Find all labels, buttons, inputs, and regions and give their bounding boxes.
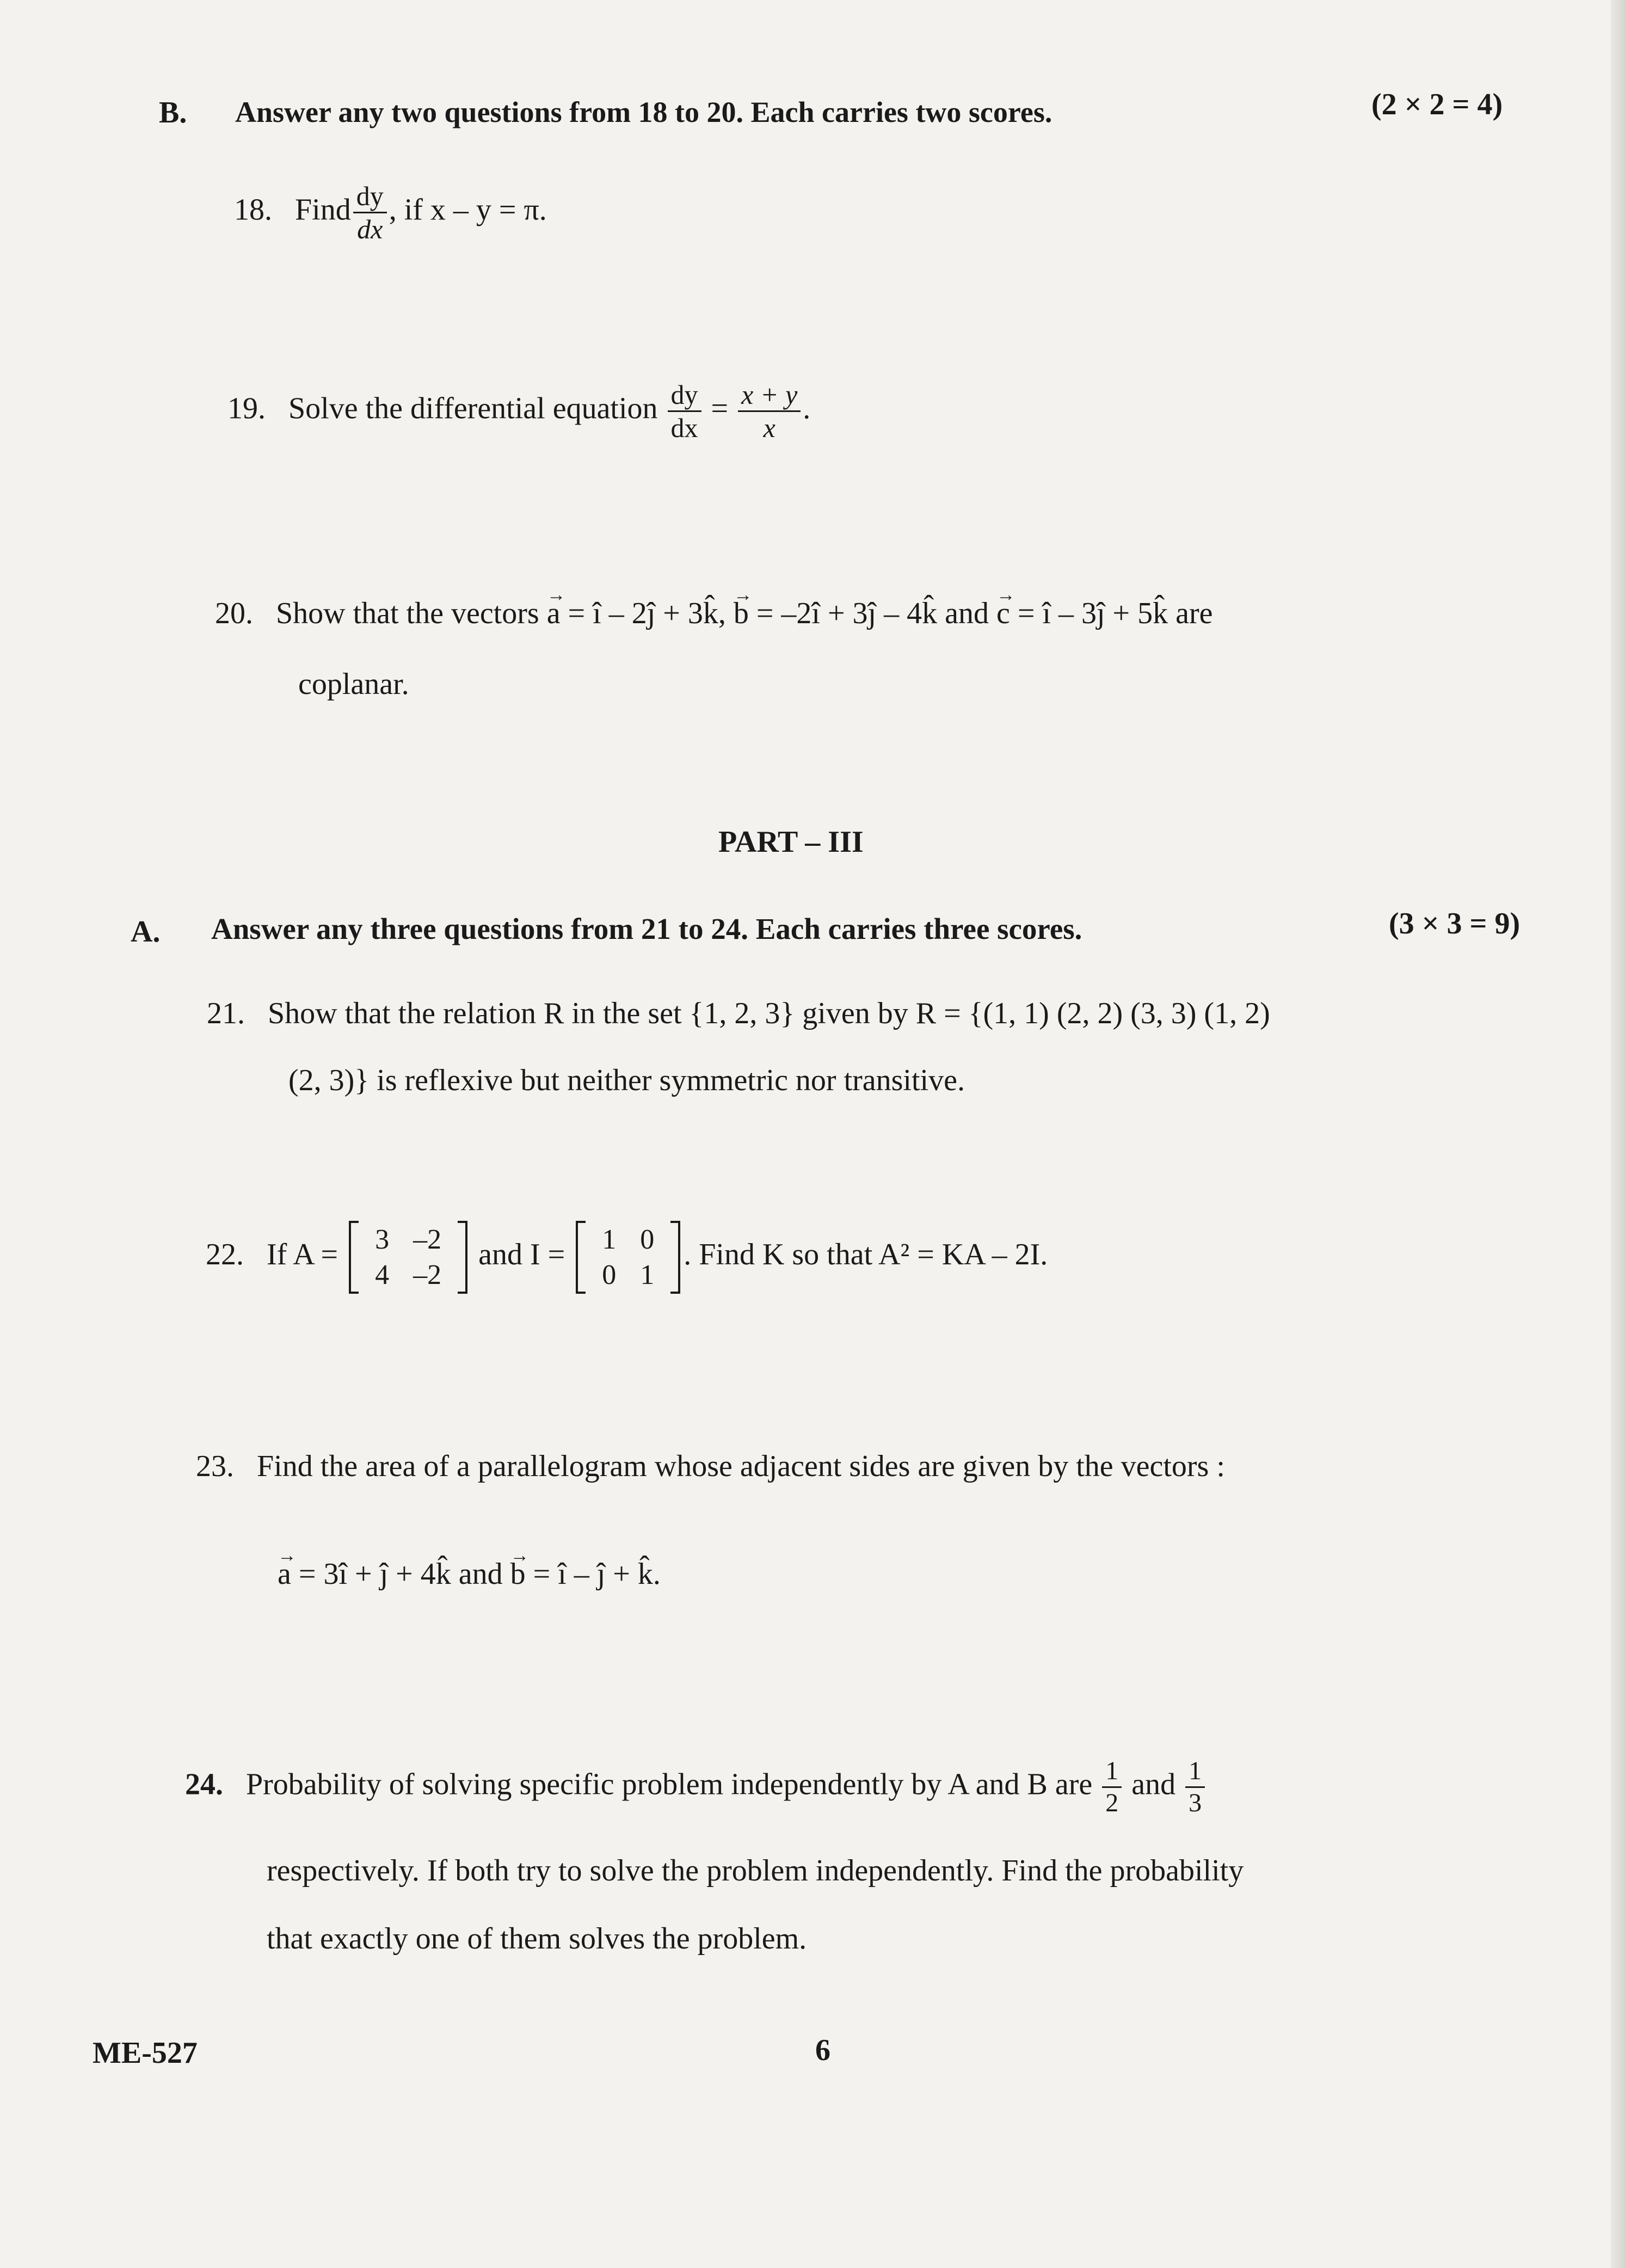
vector-b-expr: = –2î + 3ĵ – 4k̂: [756, 597, 938, 630]
question-24-line2: respectively. If both try to solve the problem independently. Find the probability: [267, 1854, 1244, 1888]
lhs-fraction: $\frac{dy}{dx}$: [668, 381, 701, 441]
and-i-label: and I =: [478, 1238, 565, 1272]
question-18: [234, 182, 547, 243]
vector-a-label: → a: [547, 596, 561, 631]
page-number: 6: [815, 2033, 830, 2067]
vector-b-expr: = î – ĵ + k̂.: [533, 1557, 661, 1591]
question-line1: Find the area of a parallelogram whose adjacent sides are given by the vectors :: [257, 1449, 1225, 1483]
section-b-instruction: Answer any two questions from 18 to 20. Each carries two scores.: [235, 96, 1052, 128]
question-number: 20.: [215, 597, 253, 630]
question-23: [196, 1449, 1225, 1484]
question-21: [207, 996, 1270, 1031]
section-b-score: (2 × 2 = 4): [1371, 88, 1503, 121]
question-text: Show that the vectors: [276, 597, 539, 630]
question-rest: . Find K so that A² = KA – 2I.: [684, 1238, 1048, 1272]
find-label: Find: [295, 193, 351, 227]
fraction-one-half: $\frac{1}{2}$: [1102, 1758, 1122, 1816]
vector-b-label: → b: [510, 1557, 526, 1591]
matrix-a: 3 –2 4 –2: [349, 1222, 467, 1293]
and-text: and: [1131, 1767, 1176, 1802]
fraction-one-third: $\frac{1}{3}$: [1185, 1758, 1205, 1816]
section-a-score: (3 × 3 = 9): [1389, 907, 1521, 941]
paper-code: ME-527: [93, 2036, 198, 2070]
vector-a-expr: = î – 2ĵ + 3k̂,: [568, 597, 726, 630]
question-text: Solve the differential equation: [288, 391, 658, 426]
question-22: [206, 1222, 1048, 1293]
question-number: 19.: [227, 391, 266, 426]
and-text: and: [945, 597, 989, 630]
question-number: 21.: [207, 997, 245, 1030]
rhs-fraction: $\frac{x + y}{x}$: [738, 381, 801, 441]
period: .: [803, 391, 811, 426]
vector-c-expr: = î – 3ĵ + 5k̂: [1017, 597, 1168, 630]
page-edge-shadow: [1611, 0, 1625, 2268]
if-a-label: If A =: [267, 1238, 338, 1272]
question-24: [185, 1758, 1207, 1816]
section-a-instruction: Answer any three questions from 21 to 24. Each carries three scores.: [211, 912, 1082, 945]
question-number: 22.: [206, 1238, 244, 1272]
question-20: [215, 596, 1212, 631]
question-19: [227, 381, 810, 441]
and-text: and: [458, 1557, 503, 1591]
vector-a-label: → a: [278, 1557, 291, 1591]
equals-sign: =: [711, 391, 729, 426]
question-number: 18.: [234, 193, 272, 227]
section-a-letter: A.: [131, 915, 161, 949]
question-number: 24.: [185, 1767, 223, 1802]
question-line1: Probability of solving specific problem independently by A and B are: [246, 1767, 1093, 1802]
vector-c-label: → c: [996, 596, 1010, 631]
question-number: 23.: [196, 1449, 234, 1483]
section-b-letter: B.: [159, 96, 187, 130]
condition-text: , if x – y = π.: [389, 193, 547, 227]
dy-dx-fraction: $\frac{dy}{dx}$: [353, 182, 387, 243]
vector-a-expr: = 3î + ĵ + 4k̂: [298, 1557, 451, 1591]
vector-b-label: → b: [734, 596, 749, 631]
question-21-line2: (2, 3)} is reflexive but neither symmetric nor transitive.: [288, 1064, 965, 1097]
part-title: PART – III: [718, 825, 864, 859]
matrix-i: 1 0 0 1: [576, 1222, 680, 1293]
are-text: are: [1175, 597, 1213, 630]
question-20-line2: coplanar.: [298, 667, 409, 701]
question-line1: Show that the relation R in the set {1, 2, 3} given by R = {(1, 1) (2, 2) (3, 3) (1, 2): [268, 997, 1270, 1030]
question-24-line3: that exactly one of them solves the problem.: [267, 1922, 807, 1956]
question-23-vectors: [278, 1557, 661, 1591]
